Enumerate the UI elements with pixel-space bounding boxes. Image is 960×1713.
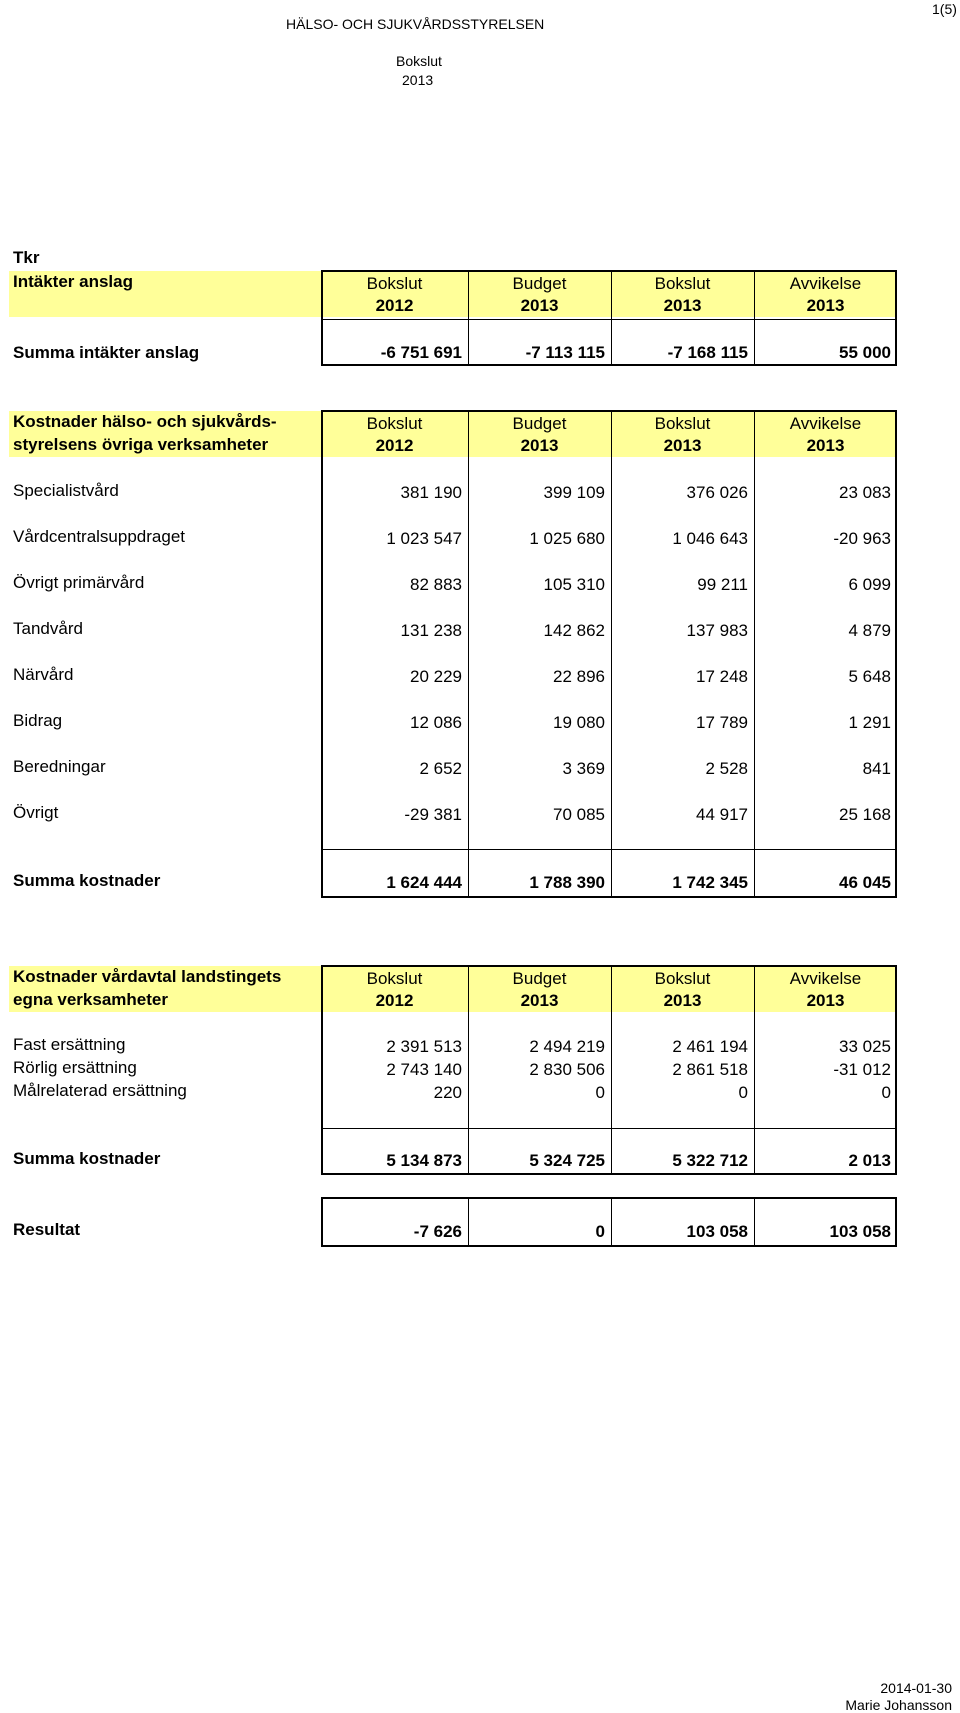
row-label: Övrigt <box>13 803 59 822</box>
table-cell: -6 751 691 <box>380 343 462 362</box>
col-header-year: 2012 <box>375 296 414 315</box>
col-header-year: 2013 <box>520 296 559 315</box>
col-header-year: 2013 <box>663 991 702 1010</box>
costs-contracts-heading: egna verksamheter <box>13 990 168 1009</box>
table-cell: 1 023 547 <box>386 529 462 548</box>
col-header-year: 2013 <box>806 296 845 315</box>
col-header-top: Budget <box>512 414 567 433</box>
footer-date: 2014-01-30 <box>880 1680 952 1696</box>
table-cell: 220 <box>433 1083 462 1102</box>
table-cell: 0 <box>881 1083 891 1102</box>
row-label: Beredningar <box>13 757 106 776</box>
col-header-top: Avvikelse <box>789 414 862 433</box>
table-cell: 33 025 <box>839 1037 891 1056</box>
income-table <box>321 270 897 366</box>
row-label: Resultat <box>13 1220 81 1239</box>
table-cell: 1 788 390 <box>529 873 605 892</box>
row-label: Summa kostnader <box>13 1149 161 1168</box>
col-header-top: Bokslut <box>654 414 711 433</box>
table-cell: 1 291 <box>848 713 891 732</box>
table-cell: 137 983 <box>686 621 748 640</box>
col-header-year: 2013 <box>520 991 559 1010</box>
table-cell: -7 113 115 <box>525 343 605 362</box>
col-header-top: Budget <box>512 274 567 293</box>
table-cell: -7 168 115 <box>667 343 748 362</box>
table-cell: 19 080 <box>553 713 605 732</box>
costs-other-table <box>321 410 897 898</box>
table-cell: 99 211 <box>697 575 748 594</box>
col-header-top: Avvikelse <box>789 274 862 293</box>
row-label: Närvård <box>13 665 74 684</box>
row-label: Bidrag <box>13 711 63 730</box>
table-cell: 12 086 <box>410 713 462 732</box>
row-label: Summa intäkter anslag <box>13 343 200 362</box>
table-cell: 2 013 <box>848 1151 891 1170</box>
table-cell: 103 058 <box>829 1222 891 1241</box>
col-header-top: Bokslut <box>654 969 711 988</box>
table-cell: 0 <box>595 1222 605 1241</box>
col-header-top: Bokslut <box>366 274 423 293</box>
col-header-year: 2012 <box>375 436 414 455</box>
table-cell: 25 168 <box>839 805 891 824</box>
table-cell: 0 <box>595 1083 605 1102</box>
table-cell: 1 046 643 <box>672 529 748 548</box>
table-cell: 1 742 345 <box>672 873 748 892</box>
table-cell: 2 830 506 <box>529 1060 605 1079</box>
table-cell: 376 026 <box>686 483 748 502</box>
table-cell: 82 883 <box>410 575 462 594</box>
table-cell: 142 862 <box>543 621 605 640</box>
col-header-top: Budget <box>512 969 567 988</box>
table-cell: 46 045 <box>839 873 891 892</box>
row-label: Fast ersättning <box>13 1035 126 1054</box>
table-cell: 2 391 513 <box>386 1037 462 1056</box>
table-cell: -20 963 <box>833 529 891 548</box>
organization-name: HÄLSO- OCH SJUKVÅRDSSTYRELSEN <box>286 16 545 32</box>
table-cell: 70 085 <box>553 805 605 824</box>
table-cell: 105 310 <box>543 575 605 594</box>
table-cell: 3 369 <box>562 759 605 778</box>
table-cell: 131 238 <box>400 621 462 640</box>
row-label: Vårdcentralsuppdraget <box>13 527 186 546</box>
table-cell: 5 134 873 <box>386 1151 462 1170</box>
col-header-top: Bokslut <box>366 414 423 433</box>
footer-author: Marie Johansson <box>845 1697 952 1713</box>
document-year: 2013 <box>402 72 434 88</box>
table-cell: 17 248 <box>696 667 748 686</box>
table-cell: 55 000 <box>839 343 891 362</box>
row-label: Övrigt primärvård <box>13 573 145 592</box>
table-cell: 20 229 <box>410 667 462 686</box>
table-cell: 6 099 <box>848 575 891 594</box>
row-label: Summa kostnader <box>13 871 161 890</box>
result-table <box>321 1197 897 1247</box>
table-cell: 44 917 <box>696 805 748 824</box>
table-cell: 2 494 219 <box>529 1037 605 1056</box>
unit-label: Tkr <box>13 248 40 267</box>
col-header-year: 2013 <box>806 991 845 1010</box>
col-header-top: Bokslut <box>654 274 711 293</box>
col-header-year: 2013 <box>520 436 559 455</box>
table-cell: 4 879 <box>848 621 891 640</box>
costs-contracts-heading: Kostnader vårdavtal landstingets <box>13 967 282 986</box>
table-cell: 2 461 194 <box>672 1037 748 1056</box>
table-cell: 17 789 <box>696 713 748 732</box>
table-cell: 2 652 <box>419 759 462 778</box>
table-cell: 1 624 444 <box>386 873 462 892</box>
document-title: Bokslut <box>396 53 442 69</box>
col-header-year: 2013 <box>806 436 845 455</box>
col-header-year: 2012 <box>375 991 414 1010</box>
table-cell: 2 528 <box>705 759 748 778</box>
table-cell: 841 <box>862 759 891 778</box>
page-number: 1(5) <box>932 1 957 17</box>
col-header-top: Avvikelse <box>789 969 862 988</box>
row-label: Specialistvård <box>13 481 119 500</box>
costs-other-heading: Kostnader hälso- och sjukvårds- <box>13 412 277 431</box>
table-cell: 103 058 <box>686 1222 748 1241</box>
row-label: Tandvård <box>13 619 83 638</box>
table-cell: 0 <box>738 1083 748 1102</box>
table-cell: 2 861 518 <box>672 1060 748 1079</box>
table-cell: -31 012 <box>833 1060 891 1079</box>
table-cell: 5 648 <box>848 667 891 686</box>
row-label: Rörlig ersättning <box>13 1058 137 1077</box>
table-cell: 23 083 <box>839 483 891 502</box>
col-header-top: Bokslut <box>366 969 423 988</box>
col-header-year: 2013 <box>663 436 702 455</box>
col-header-year: 2013 <box>663 296 702 315</box>
table-cell: 22 896 <box>553 667 605 686</box>
costs-contracts-table <box>321 965 897 1175</box>
table-cell: 2 743 140 <box>386 1060 462 1079</box>
table-cell: 5 324 725 <box>529 1151 605 1170</box>
table-cell: 5 322 712 <box>672 1151 748 1170</box>
table-cell: 399 109 <box>543 483 605 502</box>
table-cell: 381 190 <box>400 483 462 502</box>
table-cell: -29 381 <box>404 805 462 824</box>
costs-other-heading: styrelsens övriga verksamheter <box>13 435 269 454</box>
income-heading: Intäkter anslag <box>13 272 133 291</box>
table-cell: -7 626 <box>413 1222 462 1241</box>
table-cell: 1 025 680 <box>529 529 605 548</box>
row-label: Målrelaterad ersättning <box>13 1081 187 1100</box>
